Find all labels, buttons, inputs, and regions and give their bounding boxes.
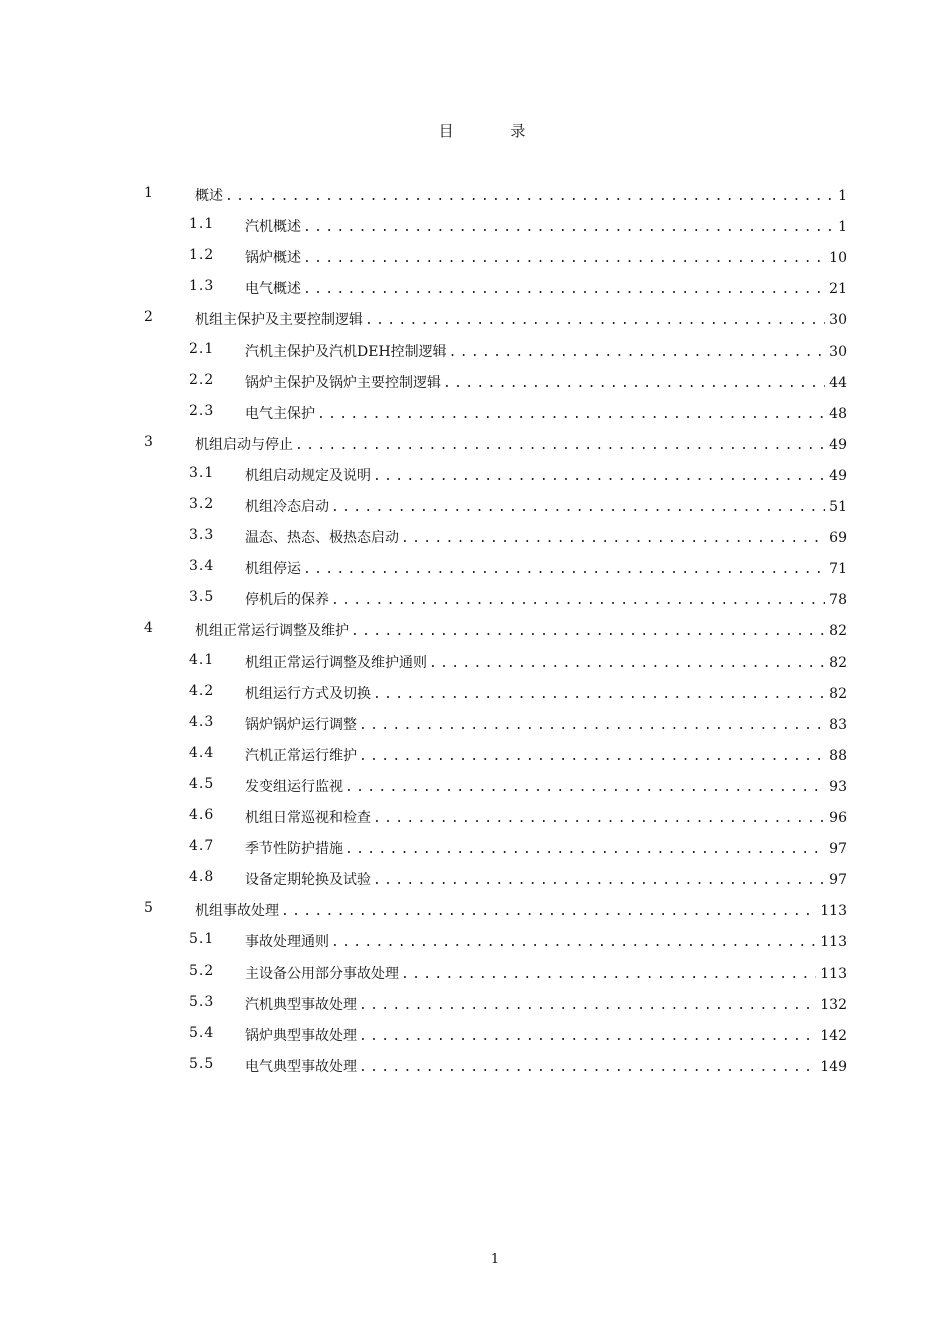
dot-leader [359,1060,816,1075]
toc-section-entry[interactable] [0,801,847,832]
toc-entry-line [245,527,847,547]
toc-entry-title: 机组启动规定及说明 [245,467,371,484]
toc-entry-number: 3.5 [189,589,215,606]
toc-entry-page: 142 [820,1027,847,1044]
toc-entry-number: 3.3 [189,527,215,544]
toc-section-entry[interactable] [0,1019,847,1050]
toc-entry-page: 49 [829,467,847,484]
dot-leader [401,531,825,546]
toc-entry-line [245,652,847,672]
toc-entry-page: 113 [820,934,847,951]
dot-leader [373,873,825,888]
toc-entry-line [245,745,847,765]
toc-entry-title: 机组冷态启动 [245,499,329,515]
toc-entry-line [195,309,847,329]
toc-entry-page: 44 [829,374,847,391]
toc-entry-number: 5.3 [189,993,215,1010]
toc-entry-line [245,869,847,889]
toc-section-entry[interactable] [0,397,847,428]
dot-leader [359,1029,816,1044]
toc-entry-page: 71 [829,561,847,578]
page-title: 目 录 [438,122,552,140]
toc-entry-page: 96 [829,810,847,826]
dot-leader [401,967,816,982]
toc-entry-title: 汽机主保护及汽机DEH控制逻辑 [245,343,447,360]
toc-chapter-entry[interactable] [0,614,847,645]
dot-leader [373,687,825,702]
toc-entry-page: 21 [829,281,847,298]
toc-entry-line [245,963,847,983]
toc-entry-page: 82 [829,623,847,640]
toc-chapter-entry[interactable] [0,894,847,925]
toc-entry-line [195,900,847,920]
toc-entry-page: 1 [838,188,847,204]
dot-leader [317,407,825,422]
toc-entry-page: 82 [829,685,847,702]
toc-section-entry[interactable] [0,366,847,397]
toc-chapter-entry[interactable] [0,179,847,210]
toc-entry-page: 88 [829,747,847,764]
dot-leader [449,345,826,360]
toc-entry-title: 锅炉典型事故处理 [245,1027,357,1044]
toc-entry-title: 汽机典型事故处理 [245,996,357,1013]
toc-entry-title: 主设备公用部分事故处理 [245,965,399,982]
toc-entry-title: 锅炉概述 [245,250,301,267]
toc-entry-page: 30 [829,312,847,329]
toc-entry-title: 概述 [195,188,223,204]
toc-entry-title: 汽机概述 [245,219,301,236]
toc-entry-line [245,341,847,361]
toc-entry-page: 49 [829,436,847,453]
toc-entry-title: 电气主保护 [245,405,315,422]
toc-entry-number: 4.6 [189,807,215,823]
toc-section-entry[interactable] [0,957,847,988]
toc-entry-title: 季节性防护措施 [245,841,343,858]
toc-section-entry[interactable] [0,210,847,241]
toc-section-entry[interactable] [0,770,847,801]
toc-entry-number: 4.5 [189,775,215,792]
toc-section-entry[interactable] [0,677,847,708]
dot-leader [303,282,825,297]
toc-entry-title: 机组正常运行调整及维护通则 [245,654,427,671]
toc-section-entry[interactable] [0,459,847,490]
toc-entry-line [245,589,847,609]
toc-entry-line [245,683,847,703]
dot-leader [359,718,825,733]
toc-section-entry[interactable] [0,863,847,894]
toc-entry-page: 93 [829,778,847,795]
dot-leader [359,998,816,1013]
dot-leader [331,935,816,950]
toc-entry-page: 10 [829,250,847,267]
toc-entry-number: 2.1 [189,340,215,357]
toc-entry-line [245,807,847,827]
dot-leader [303,562,825,577]
toc-entry-line [245,372,847,392]
toc-entry-title: 电气典型事故处理 [245,1058,357,1075]
toc-entry-line [245,994,847,1014]
toc-section-entry[interactable] [0,521,847,552]
toc-entry-title: 机组正常运行调整及维护 [195,623,349,640]
toc-entry-number: 2 [144,309,153,326]
toc-entry-number: 3.2 [189,496,215,512]
toc-entry-number: 3 [144,433,153,450]
toc-chapter-entry[interactable] [0,303,847,334]
toc-entry-title: 机组主保护及主要控制逻辑 [195,312,363,329]
toc-entry-title: 事故处理通则 [245,934,329,951]
dot-leader [429,656,825,671]
toc-entry-line [245,776,847,796]
toc-section-entry[interactable] [0,490,847,521]
toc-entry-title: 电气概述 [245,281,301,298]
toc-section-entry[interactable] [0,708,847,739]
toc-entry-line [245,838,847,858]
dot-leader [345,780,825,795]
toc-entry-number: 4.4 [189,744,215,761]
toc-entry-title: 机组运行方式及切换 [245,685,371,702]
toc-entry-title: 设备定期轮换及试验 [245,872,371,889]
dot-leader [295,438,825,453]
toc-entry-line [195,185,847,205]
toc-entry-line [245,247,847,267]
dot-leader [351,624,825,639]
toc-section-entry[interactable] [0,925,847,956]
toc-entry-page: 78 [829,592,847,609]
toc-entry-number: 5.2 [189,962,215,979]
toc-entry-number: 4.3 [189,713,215,730]
toc-entry-page: 51 [829,499,847,515]
toc-entry-number: 1.3 [189,278,215,295]
toc-entry-page: 97 [829,841,847,858]
toc-entry-number: 2.3 [189,402,215,419]
toc-entry-number: 4.7 [189,838,215,855]
toc-entry-line [245,558,847,578]
toc-entry-number: 2.2 [189,371,215,388]
dot-leader [225,189,834,204]
toc-entry-page: 113 [820,903,847,920]
toc-section-entry[interactable] [0,335,847,366]
toc-entry-number: 4.2 [189,682,215,699]
dot-leader [359,749,825,764]
toc-entry-title: 锅炉主保护及锅炉主要控制逻辑 [245,374,441,391]
dot-leader [331,500,825,515]
toc-entry-line [245,278,847,298]
toc-entry-page: 48 [829,405,847,422]
toc-entry-line [245,465,847,485]
toc-entry-page: 97 [829,872,847,889]
toc-section-entry[interactable] [0,988,847,1019]
toc-entry-page: 149 [820,1058,847,1075]
dot-leader [345,842,825,857]
toc-entry-page: 132 [820,996,847,1013]
toc-chapter-entry[interactable] [0,428,847,459]
toc-entry-title: 汽机正常运行维护 [245,747,357,764]
toc-section-entry[interactable] [0,646,847,677]
toc-section-entry[interactable] [0,552,847,583]
toc-entry-number: 3.4 [189,558,215,575]
toc-entry-line [245,931,847,951]
toc-entry-title: 温态、热态、极热态启动 [245,530,399,547]
toc-entry-number: 4.8 [189,869,215,886]
toc-entry-number: 1.1 [189,216,215,233]
toc-section-entry[interactable] [0,739,847,770]
toc-entry-page: 1 [838,219,847,236]
toc-entry-title: 机组停运 [245,561,301,578]
toc-entry-line [245,216,847,236]
toc-entry-number: 5 [144,900,153,917]
toc-entry-number: 4 [144,620,153,637]
toc-entry-title: 停机后的保养 [245,592,329,609]
toc-entry-line [195,434,847,454]
footer-page-number: 1 [490,1252,500,1267]
toc-entry-page: 69 [829,530,847,547]
toc-entry-line [245,1056,847,1076]
dot-leader [373,469,825,484]
toc-entry-page: 82 [829,654,847,671]
toc-entry-title: 发变组运行监视 [245,778,343,795]
toc-section-entry[interactable] [0,583,847,614]
toc-entry-line [245,1025,847,1045]
toc-entry-line [245,403,847,423]
toc-entry-page: 83 [829,716,847,733]
dot-leader [303,220,834,235]
toc-entry-number: 4.1 [189,651,215,668]
toc-entry-page: 113 [820,965,847,982]
toc-entry-page: 30 [829,343,847,360]
toc-section-entry[interactable] [0,272,847,303]
toc-entry-number: 1 [144,185,153,201]
dot-leader [331,593,825,608]
toc-entry-number: 3.1 [189,464,215,481]
toc-entry-number: 5.4 [189,1024,215,1041]
toc-entry-line [245,496,847,516]
toc-entry-line [245,714,847,734]
toc-entry-number: 5.5 [189,1055,215,1072]
toc-section-entry[interactable] [0,241,847,272]
toc-section-entry[interactable] [0,832,847,863]
dot-leader [443,376,825,391]
toc-entry-title: 机组事故处理 [195,903,279,920]
toc-entry-title: 机组日常巡视和检查 [245,810,371,826]
dot-leader [303,251,825,266]
toc-section-entry[interactable] [0,1050,847,1081]
dot-leader [281,904,816,919]
dot-leader [365,313,825,328]
toc-entry-title: 机组启动与停止 [195,436,293,453]
dot-leader [373,811,825,826]
toc-entry-line [195,620,847,640]
toc-entry-number: 1.2 [189,247,215,264]
toc-entry-title: 锅炉锅炉运行调整 [245,716,357,733]
toc-entry-number: 5.1 [189,931,215,948]
